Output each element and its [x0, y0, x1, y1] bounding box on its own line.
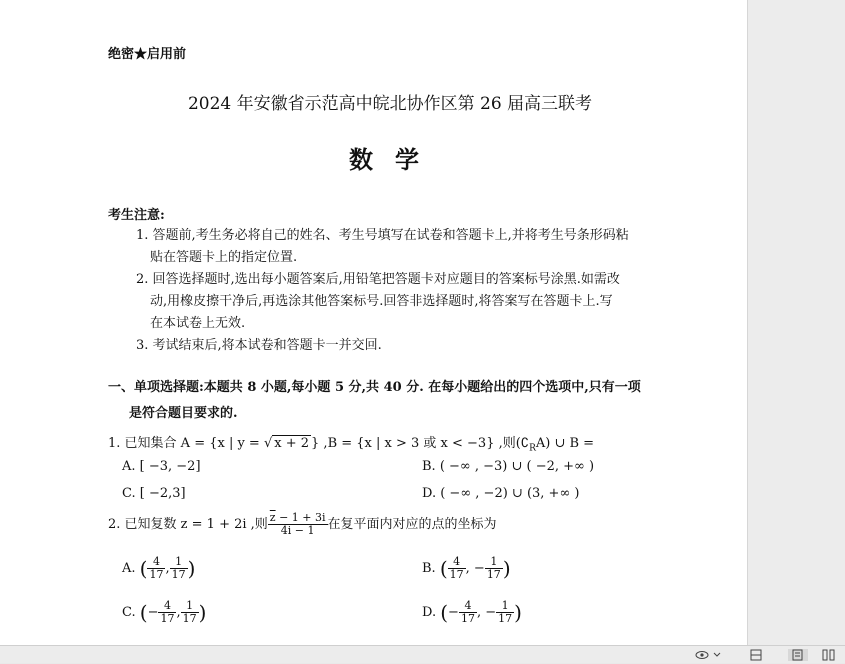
question-1-stem-part-a: 1. 已知集合 A = {x | y =	[108, 436, 264, 451]
fraction	[496, 600, 514, 625]
q2-option-c	[122, 600, 206, 625]
left-paren: (	[440, 600, 449, 625]
left-paren: (	[139, 600, 148, 625]
sqrt-symbol: √	[263, 436, 273, 451]
q1-option-b: B. ( −∞ , −3) ∪ ( −2, +∞ )	[422, 459, 595, 474]
q1-option-c: C. [ −2,3]	[122, 486, 186, 501]
denominator: 17	[449, 568, 464, 581]
web-layout-button[interactable]	[820, 649, 838, 661]
page-layout-icon	[748, 649, 764, 661]
question-1-stem-part-b: } ,B = {x | x > 3 或 x < −3} ,则(∁	[311, 436, 530, 451]
question-1-stem-part-c: A) ∪ B =	[535, 436, 595, 451]
columns-icon	[820, 649, 838, 661]
numerator: 4	[448, 556, 466, 569]
right-paren: )	[502, 556, 511, 581]
right-paren: )	[514, 600, 522, 625]
numerator: 1	[496, 600, 514, 613]
denominator: 17	[171, 568, 186, 581]
question-2-stem-part-b: 在复平面内对应的点的坐标为	[327, 517, 497, 532]
numerator: 4	[158, 600, 176, 613]
notice-item-2-line-1: 2. 回答选择题时,选出每小题答案后,用铅笔把答题卡对应题目的答案标号涂黑.如需改	[136, 272, 620, 287]
minus-sign: −	[448, 605, 459, 620]
q2-option-b-label: B.	[422, 561, 436, 576]
fraction	[158, 600, 176, 625]
fraction	[459, 600, 477, 625]
document-icon	[788, 649, 808, 661]
separator: , −	[476, 605, 497, 620]
section1-heading-line2: 是符合题目要求的.	[129, 406, 238, 421]
numerator: 1	[485, 556, 503, 569]
print-layout-button[interactable]	[788, 649, 808, 661]
q2-option-a	[122, 556, 195, 581]
denominator: 17	[149, 568, 164, 581]
q2-fraction-denominator: 4i − 1	[280, 524, 315, 537]
left-paren: (	[139, 556, 148, 581]
separator: , −	[465, 561, 485, 576]
notice-item-2-line-2: 动,用橡皮擦干净后,再选涂其他答案标号.回答非选择题时,将答案写在答题卡上.写	[150, 294, 613, 309]
left-paren: (	[439, 556, 448, 581]
fraction	[448, 556, 466, 581]
q2-option-b	[422, 556, 511, 581]
complement-subscript: R	[529, 443, 536, 454]
section1-heading-line1: 一、单项选择题:本题共 8 小题,每小题 5 分,共 40 分. 在每小题给出的四个选项中,只有一项	[108, 380, 641, 395]
denominator: 17	[486, 568, 501, 581]
subject-title: 数学	[349, 145, 441, 174]
document-gutter	[747, 0, 845, 645]
q1-option-a: A. [ −3, −2]	[122, 459, 201, 474]
right-paren: )	[187, 556, 196, 581]
minus-sign: −	[147, 605, 159, 620]
confidential-label: 绝密★启用前	[108, 47, 187, 62]
denominator: 17	[160, 612, 175, 625]
page-view-button[interactable]	[748, 649, 764, 661]
numerator: 1	[170, 556, 188, 569]
numerator: 1	[181, 600, 199, 613]
question-1-stem	[108, 432, 594, 454]
eye-icon	[694, 649, 722, 661]
fraction	[147, 556, 165, 581]
q2-option-d-label: D.	[422, 605, 437, 620]
notice-item-1-line-1: 1. 答题前,考生务必将自己的姓名、考生号填写在试卷和答题卡上,并将考生号条形码粘	[136, 228, 629, 243]
sqrt-content: x + 2	[274, 436, 310, 451]
denominator: 17	[498, 612, 513, 625]
question-2-stem	[108, 512, 497, 537]
q1-option-d: D. ( −∞ , −2) ∪ (3, +∞ )	[422, 486, 580, 501]
q2-option-c-label: C.	[122, 605, 136, 620]
fraction	[170, 556, 188, 581]
q2-stem-fraction	[268, 512, 328, 537]
numerator: 4	[147, 556, 165, 569]
denominator: 17	[182, 612, 197, 625]
separator: ,	[165, 561, 170, 576]
conjugate-z: $\overline{z}$	[269, 511, 276, 524]
notice-item-3-line-1: 3. 考试结束后,将本试卷和答题卡一并交回.	[136, 338, 382, 353]
right-paren: )	[198, 600, 207, 625]
fraction	[181, 600, 199, 625]
denominator: 17	[460, 612, 475, 625]
numerator: 4	[459, 600, 477, 613]
read-mode-button[interactable]	[694, 649, 722, 661]
q2-option-d	[422, 600, 522, 625]
q2-fraction-numerator: − 1 + 3i	[275, 511, 326, 524]
separator: ,	[176, 605, 181, 620]
q2-option-a-label: A.	[122, 561, 136, 576]
status-bar	[0, 645, 845, 663]
question-2-stem-part-a: 2. 已知复数 z = 1 + 2i ,则	[108, 517, 268, 532]
notice-heading: 考生注意:	[108, 208, 165, 223]
notice-item-1-line-2: 贴在答题卡上的指定位置.	[150, 250, 298, 265]
notice-item-2-line-3: 在本试卷上无效.	[150, 316, 246, 331]
exam-title: 2024 年安徽省示范高中皖北协作区第 26 届高三联考	[187, 94, 593, 114]
fraction	[485, 556, 503, 581]
